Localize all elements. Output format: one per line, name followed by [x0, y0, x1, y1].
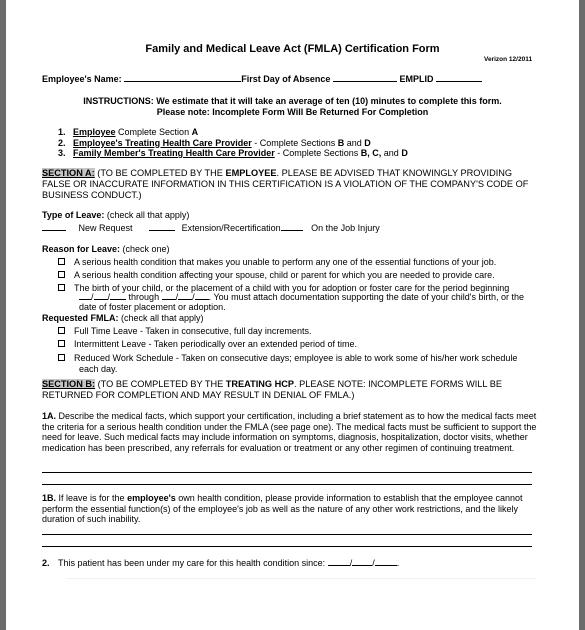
requested-checkbox[interactable]	[58, 354, 65, 361]
form-page	[6, 0, 579, 630]
list-item: Full Time Leave - Taken in consecutive, full day increments.	[58, 325, 538, 338]
faded-line	[66, 578, 536, 579]
date-field[interactable]	[162, 291, 176, 300]
list-item: Intermittent Leave - Taken periodically over an extended period of time.	[58, 338, 538, 351]
section-b: SECTION B: (TO BE COMPLETED BY THE TREATING HCP. PLEASE NOTE: INCOMPLETE FORMS WILL BE RETURNED FOR COMPLETION AND MAY RESULT IN DENIAL OF FMLA.)	[42, 379, 502, 400]
question-1a: 1A. Describe the medical facts, which support your certification, including a brief statement as to how the medical facts meet the criteria for a serious health condition under the FMLA (see page one). The medical facts must be sufficient to support the need for leave. Such medical facts may include information on symptoms, diagnosis, hospitalization, doctor visits, whether medication has been prescribed, any referrals for evaluation or treatment or any other regimen of continuing treatment.	[42, 411, 537, 453]
new-request-label: New Request	[78, 223, 133, 233]
injury-field[interactable]	[281, 222, 303, 231]
answer-line[interactable]	[42, 546, 532, 547]
section-b-label: SECTION B:	[42, 379, 96, 389]
date-field[interactable]	[195, 291, 209, 300]
employee-header-row	[42, 73, 482, 85]
reason-options	[58, 256, 509, 295]
reason-checkbox[interactable]	[58, 284, 65, 291]
list-item: 1. Employee Complete Section A	[58, 127, 199, 137]
reason-checkbox[interactable]	[58, 258, 65, 265]
employee-name-field[interactable]	[124, 73, 241, 82]
list-item: A serious health condition affecting your spouse, child or parent for which you are needed to provide care.	[58, 269, 509, 282]
list-item: A serious health condition that makes you unable to perform any one of the essential functions of your job.	[58, 256, 509, 269]
instructions	[6, 96, 579, 117]
answer-line[interactable]	[42, 534, 532, 535]
employee-name-label: Employee's Name:	[42, 74, 122, 84]
first-day-label: First Day of Absence	[241, 74, 331, 84]
instructions-line-2: Please note: Incomplete Form Will Be Returned For Completion	[156, 106, 429, 117]
emplid-field[interactable]	[436, 73, 482, 82]
instructions-line-1: INSTRUCTIONS: We estimate that it will take an average of ten (10) minutes to complete this form.	[83, 96, 502, 106]
date-field[interactable]	[110, 291, 126, 300]
requested-checkbox[interactable]	[58, 340, 65, 347]
list-item: The birth of your child, or the placement of a child with you for adoption or foster care for the period beginning	[58, 282, 509, 295]
type-of-leave-options	[42, 222, 380, 234]
date-field[interactable]	[328, 557, 350, 566]
date-field[interactable]	[375, 557, 397, 566]
extension-label: Extension/Recertification	[181, 223, 281, 233]
form-title: Family and Medical Leave Act (FMLA) Certification Form	[145, 43, 440, 55]
list-item: Reduced Work Schedule - Taken on consecutive days; employee is able to work some of his/her work schedule each day.	[58, 353, 538, 374]
requested-heading: Requested FMLA: (check all that apply)	[42, 313, 204, 323]
extension-field[interactable]	[149, 222, 175, 231]
reason-heading: Reason for Leave: (check one)	[42, 244, 170, 254]
new-request-field[interactable]	[42, 222, 66, 231]
date-field[interactable]	[94, 291, 108, 300]
birth-date-row: / / through / / . You must attach documentation supporting the date of your child's birth, or the date of foster placement or adoption.	[79, 292, 525, 312]
reason-checkbox[interactable]	[58, 271, 65, 278]
instructions-list	[58, 127, 408, 159]
date-field[interactable]	[79, 291, 91, 300]
first-day-field[interactable]	[333, 73, 397, 82]
answer-line[interactable]	[42, 484, 532, 485]
date-field[interactable]	[352, 557, 372, 566]
list-item: 2. Employee's Treating Health Care Provider - Complete Sections B and D	[58, 137, 371, 148]
requested-options	[58, 325, 538, 374]
date-field[interactable]	[178, 291, 192, 300]
version-label: Verizon 12/2011	[484, 56, 533, 63]
section-a: SECTION A: (TO BE COMPLETED BY THE EMPLOYEE. PLEASE BE ADVISED THAT KNOWINGLY PROVIDING FALSE OR INACCURATE INFORMATION IN THIS CERTIFICATION IS A VIOLATION OF THE COMPANY'S CODE OF BUSINESS CONDUCT.)	[42, 168, 529, 200]
list-item: 3. Family Member's Treating Health Care Provider - Complete Sections B, C, and D	[58, 148, 408, 158]
injury-label: On the Job Injury	[311, 223, 380, 233]
type-of-leave-heading: Type of Leave: (check all that apply)	[42, 210, 190, 220]
answer-line[interactable]	[42, 472, 532, 473]
question-1b: 1B. If leave is for the employee's own health condition, please provide information to establish that the employee cannot perform the essential function(s) of the employee's job as well as the nature of any other work restrictions, and the likely duration of such inability.	[42, 493, 523, 524]
question-2: 2. This patient has been under my care for this health condition since: / / .	[42, 558, 400, 568]
emplid-label: EMPLID	[399, 74, 434, 84]
section-a-label: SECTION A:	[42, 168, 95, 178]
requested-checkbox[interactable]	[58, 327, 65, 334]
